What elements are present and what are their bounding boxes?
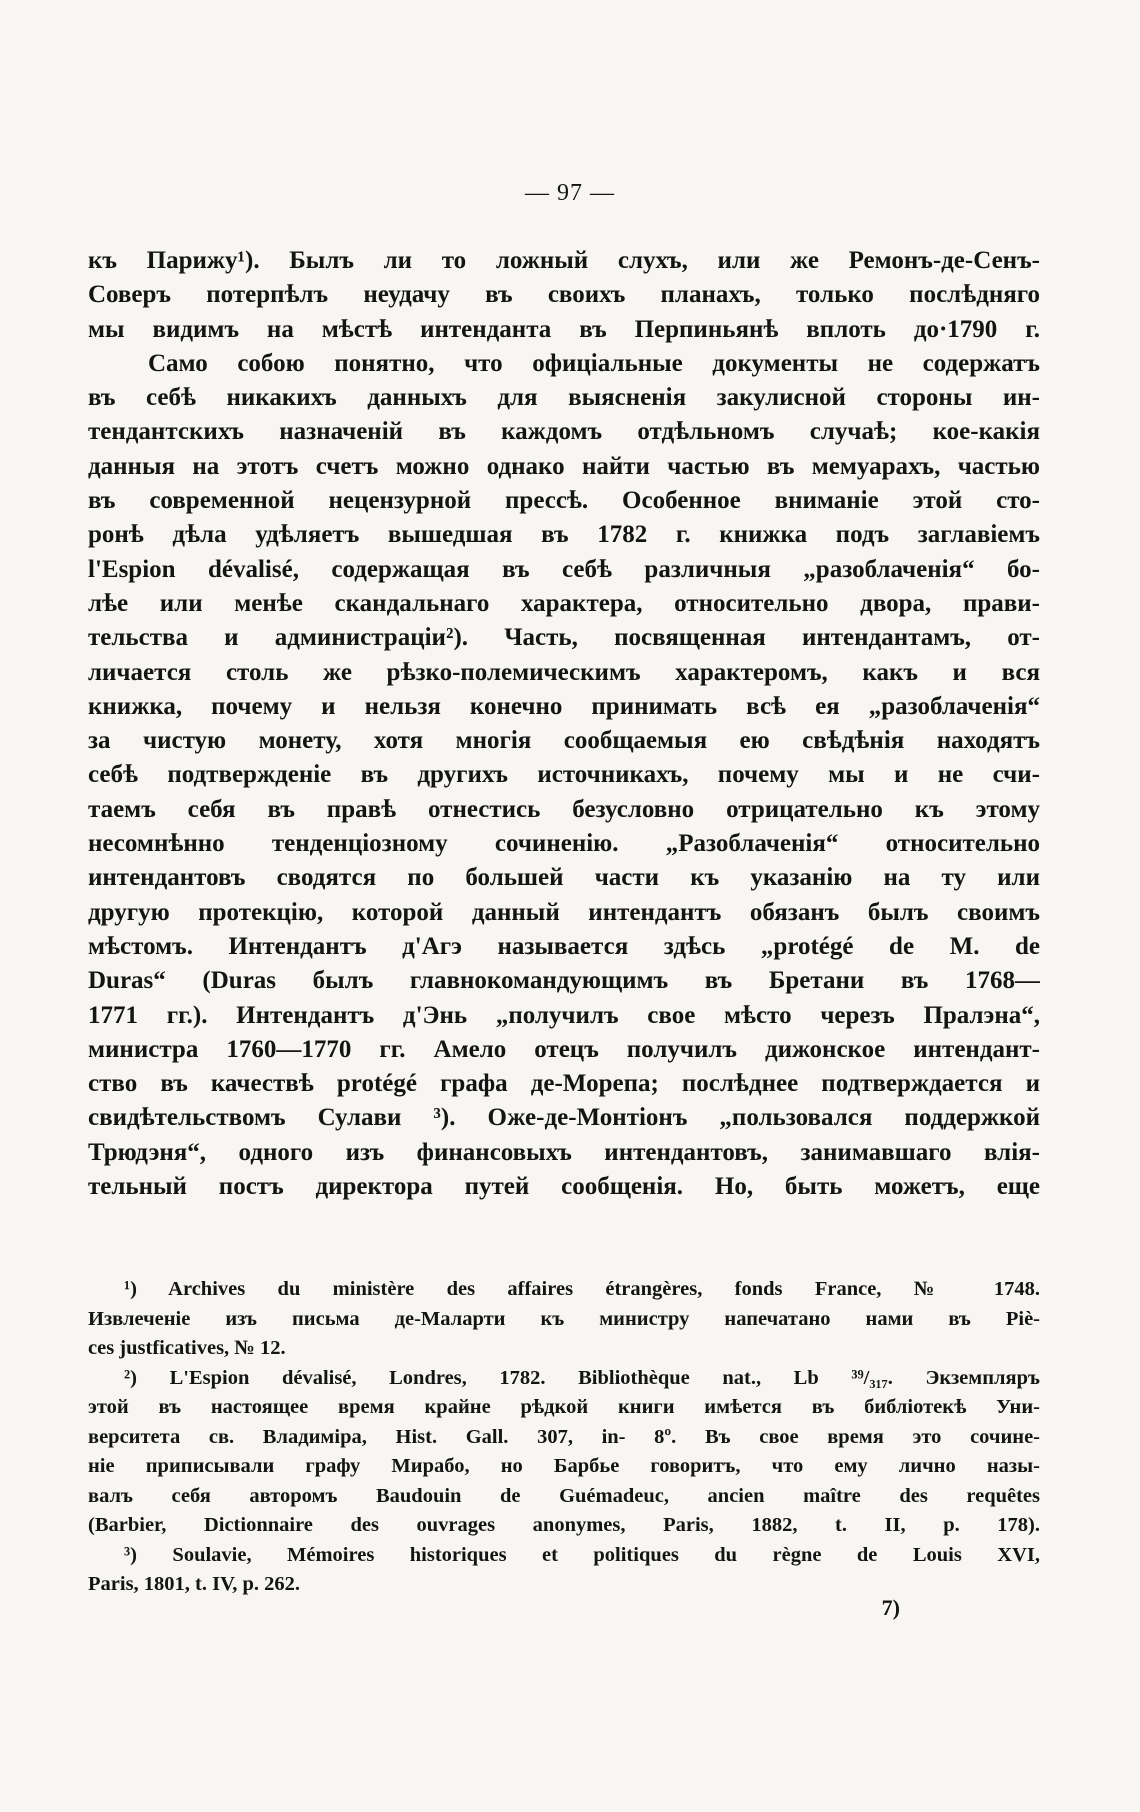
text-line: другую протекцію, которой данный интендантъ обязанъ былъ своимъ [88,898,1040,926]
page-number: — 97 — [525,180,615,206]
text-line: тельный постъ директора путей сообщенія. Но, быть можетъ, еще [88,1173,1040,1201]
text-line: личается столь же рѣзко-полемическимъ характеромъ, какъ и вся [88,658,1040,686]
text-line: свидѣтельствомъ Сулави ³). Оже-де-Монтіонъ „пользовался поддержкой [88,1104,1040,1132]
text-line: l'Espion dévalisé, содержащая въ себѣ различныя „разоблаченія“ бо- [88,555,1040,583]
footnote-line: ²) L'Espion dévalisé, Londres, 1782. Bibliothèque nat., Lb ³⁹/₃₁₇. Экземпляръ [124,1366,1040,1389]
text-line: 1771 гг.). Интендантъ д'Энь „получилъ свое мѣсто черезъ Пралэна“, [88,1001,1040,1029]
text-line: данныя на этотъ счетъ можно однако найти частью въ мемуарахъ, частью [88,452,1040,480]
text-line: Duras“ (Duras былъ главнокомандующимъ въ Бретани въ 1768— [88,967,1040,995]
footnotes [88,1275,1040,1600]
footnote-line: ¹) Archives du ministère des affaires étrangères, fonds France, № 1748. [124,1278,1040,1300]
footnote-line: Paris, 1801, t. IV, p. 262. [88,1573,301,1595]
text-line: къ Парижу¹). Былъ ли то ложный слухъ, или же Ремонъ-де-Сенъ- [88,247,1040,274]
text-line: книжка, почему и нельзя конечно принимать всѣ ея „разоблаченія“ [88,692,1040,720]
text-line: тендантскихъ назначеній въ каждомъ отдѣльномъ случаѣ; кое-какія [88,418,1040,446]
text-line: несомнѣнно тенденціозному сочиненію. „Разоблаченія“ относительно [88,830,1040,858]
text-line: таемъ себя въ правѣ отнестись безусловно отрицательно къ этому [88,795,1040,823]
text-line: за чистую монету, хотя многія сообщаемыя ею свѣдѣнія находятъ [88,727,1040,755]
text-line: мѣстомъ. Интендантъ д'Агэ называется здѣсь „protégé de M. de [88,932,1040,960]
main-text [88,244,1040,1204]
footnote-line: (Barbier, Dictionnaire des ouvrages anonymes, Paris, 1882, t. II, p. 178). [88,1514,1040,1536]
text-line: Трюдэня“, одного изъ финансовыхъ интендантовъ, занимавшаго влія- [88,1138,1040,1166]
footnote-line: валъ себя авторомъ Baudouin de Guémadeuc, ancien maître des requêtes [88,1484,1040,1507]
text-line: тельства и администраціи²). Часть, посвященная интендантамъ, от- [88,624,1040,652]
footnote-line: верситета св. Владиміра, Hist. Gall. 307, in- 8º. Въ свое время это сочине- [88,1425,1040,1448]
signature-mark: 7) [881,1595,900,1620]
text-line: въ современной нецензурной прессѣ. Особенное вниманіе этой сто- [88,487,1040,515]
footnote-line: ces justficatives, № 12. [88,1337,286,1359]
text-line: Соверъ потерпѣлъ неудачу въ своихъ планахъ, только послѣдняго [88,281,1040,309]
footnote-line: Извлеченіе изъ письма де-Маларти къ министру напечатано нами въ Piè- [88,1307,1040,1330]
text-line: ство въ качествѣ protégé графа де-Морепа; послѣднее подтверждается и [88,1070,1040,1098]
text-line: ронѣ дѣла удѣляетъ вышедшая въ 1782 г. книжка подъ заглавіемъ [88,521,1040,549]
text-line: себѣ подтвержденіе въ другихъ источникахъ, почему мы и не счи- [88,761,1040,789]
footnote-line: этой въ настоящее время крайне рѣдкой книги имѣется въ библіотекѣ Уни- [88,1396,1040,1418]
text-line: Само собою понятно, что офиціальные документы не содержатъ [148,349,1040,377]
text-line: въ себѣ никакихъ данныхъ для выясненія закулисной стороны ин- [88,384,1040,412]
text-line: мы видимъ на мѣстѣ интенданта въ Перпиньянѣ вплоть до·1790 г. [88,315,1040,343]
footnote-line: ніе приписывали графу Мирабо, но Барбье говоритъ, что ему лично назы- [88,1455,1040,1477]
text-line: министра 1760—1770 гг. Амело отецъ получилъ дижонское интендант- [88,1035,1040,1063]
text-line: лѣе или менѣе скандальнаго характера, относительно двора, прави- [88,589,1040,617]
footnote-line: ³) Soulavie, Mémoires historiques et politiques du règne de Louis XVI, [124,1543,1040,1566]
text-line: интендантовъ сводятся по большей части къ указанію на ту или [88,864,1040,892]
